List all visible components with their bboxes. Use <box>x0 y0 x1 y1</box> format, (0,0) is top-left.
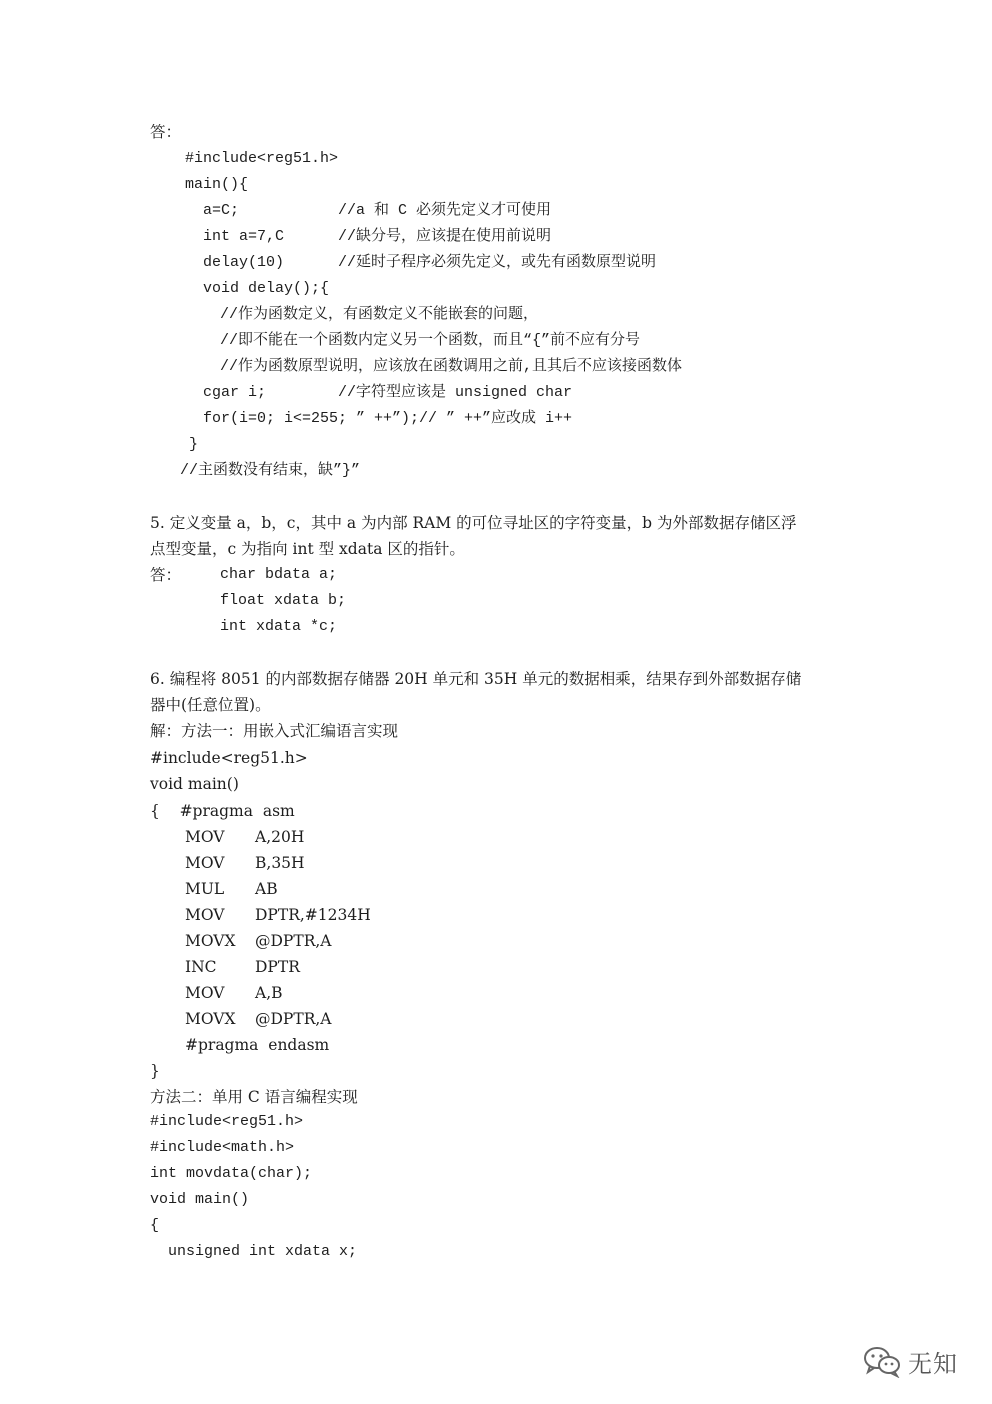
wechat-icon <box>862 1344 902 1378</box>
asm-arg: A,B <box>255 984 283 1002</box>
code-line: main(){ <box>185 176 249 193</box>
asm-op: MOV <box>185 828 225 846</box>
asm-line <box>185 826 304 848</box>
question-6-line-2: 器中(任意位置)。 <box>150 696 271 714</box>
asm-line <box>185 956 300 978</box>
asm-arg: @DPTR,A <box>255 932 332 950</box>
code-line: void main() <box>150 1191 250 1208</box>
code-line: for(i=0; i<=255; ” ++”);// ” ++”应改成 i++ <box>203 410 573 427</box>
code-comment: //作为函数原型说明，应该放在函数调用之前,且其后不应该接函数体 <box>220 358 683 375</box>
question-6-line-1: 6. 编程将 8051 的内部数据存储器 20H 单元和 35H 单元的数据相乘，结果存到外部数据存储 <box>150 670 802 688</box>
code-comment: //即不能在一个函数内定义另一个函数，而且“{”前不应有分号 <box>220 332 641 349</box>
asm-arg: A,20H <box>255 828 305 846</box>
code-line: { <box>150 1217 160 1234</box>
method-1-title: 解：方法一：用嵌入式汇编语言实现 <box>150 722 399 740</box>
code-line: int a=7,C //缺分号，应该提在使用前说明 <box>203 228 552 245</box>
code-comment: //主函数没有结束，缺”}” <box>180 462 361 479</box>
asm-line <box>185 930 332 952</box>
question-5-line-2: 点型变量，c 为指向 int 型 xdata 区的指针。 <box>150 540 465 558</box>
code-line: #include<math.h> <box>150 1139 295 1156</box>
code-comment: //作为函数定义，有函数定义不能嵌套的问题， <box>220 306 539 323</box>
code-line: a=C; //a 和 C 必须先定义才可使用 <box>203 202 552 219</box>
code-line: #include<reg51.h> <box>185 150 339 167</box>
code-line: } <box>150 1062 160 1080</box>
asm-op: MOVX <box>185 1010 236 1028</box>
answer-label: 答： <box>150 566 182 584</box>
asm-op: MOVX <box>185 932 236 950</box>
code-line: #include<reg51.h> <box>150 749 308 767</box>
code-line: int movdata(char); <box>150 1165 313 1182</box>
code-line: unsigned int xdata x; <box>150 1243 358 1260</box>
method-2-title: 方法二：单用 C 语言编程实现 <box>150 1088 358 1106</box>
asm-line <box>185 878 278 900</box>
asm-arg: @DPTR,A <box>255 1010 332 1028</box>
asm-arg: AB <box>255 880 278 898</box>
code-line: char bdata a; <box>220 566 338 583</box>
question-5-line-1: 5. 定义变量 a，b，c，其中 a 为内部 RAM 的可位寻址区的字符变量，b 为外部数据存储区浮 <box>150 514 797 532</box>
code-line: #include<reg51.h> <box>150 1113 304 1130</box>
asm-line <box>185 852 305 874</box>
asm-op: MUL <box>185 880 225 898</box>
watermark <box>862 1342 958 1380</box>
asm-arg: B,35H <box>255 854 305 872</box>
code-line: { #pragma asm <box>150 802 295 820</box>
code-line: cgar i; //字符型应该是 unsigned char <box>203 384 573 401</box>
watermark-text: 无知 <box>908 1349 958 1378</box>
asm-op: INC <box>185 958 217 976</box>
asm-op: MOV <box>185 854 225 872</box>
code-line: int xdata *c; <box>220 618 338 635</box>
answer-label: 答： <box>150 123 182 141</box>
asm-line <box>185 982 283 1004</box>
asm-op: MOV <box>185 906 225 924</box>
code-line: #pragma endasm <box>185 1036 330 1054</box>
asm-line <box>185 1008 332 1030</box>
code-line: delay(10) //延时子程序必须先定义，或先有函数原型说明 <box>203 254 657 271</box>
code-line: } <box>189 436 199 453</box>
asm-line <box>185 904 371 926</box>
code-line: float xdata b; <box>220 592 347 609</box>
asm-arg: DPTR,#1234H <box>255 906 371 924</box>
code-line: void main() <box>150 775 239 793</box>
code-line: void delay();{ <box>203 280 330 297</box>
asm-arg: DPTR <box>255 958 300 976</box>
asm-op: MOV <box>185 984 225 1002</box>
